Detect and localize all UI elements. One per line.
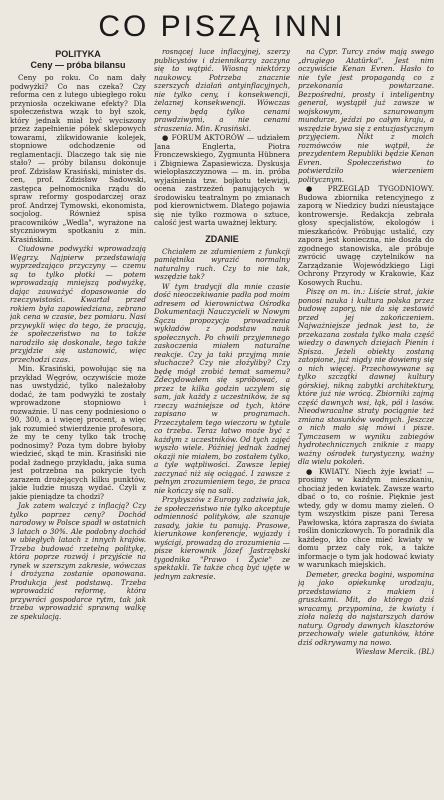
article-columns: [10, 48, 434, 800]
section-subhead: ZDANIE: [205, 233, 239, 244]
section-label: POLITYKA: [55, 49, 101, 59]
paragraph: ● KWIATY. Niech żyje kwiat! — prosimy w każdym mieszkaniu, chociaż jeden kwiatek. Zawsze warto dbać o to, co rośnie. Pięknie jest wtedy, gdy w domu mamy zieleń. O tym wszystkim pisze pani Teresa Pawłowska, która zaprasza do świata roślin doniczkowych. To poradnik dla każdego, kto chce mieć kwiaty w domu przez cały rok, a także informacje o tym jak hodować kwiaty w warunkach miejskich.: [298, 466, 434, 569]
paragraph: W tym tradycji dla mnie czasie dość nieoczekiwanie padła pod moim adresem od kierownictwa Ośrodka Dokumentacji Nauczycieli w Nowym Sączu propozycja prowadzenia wykładów z podstaw nauk społecznych. Po chwili przyjemnego zaskoczenia miałem naturalne reakcje. Czy ja taki przyjmą mnie słuchacze? Czy nie złożyliby? Czy będę mógł zrobić temat samemu? Zdecydowałem się spróbować, a przez te kilka godzin uczyłem się sam, jak każdy z uczestników, że są rzeczy ważniejsze od tych, które zapisano w programach. Przeczytałem tego wieczoru w tytule co trzeba. Teraz łatwo może być z każdym z uczestników. Od tych zajęć wyszło wiele. Później jednak żadnej okazji nie miałem, bo zostałem tylko, a tyle wątpliwości. Zawsze lepiej zaczynać niż się ociągać. I zawsze z pełnym zrozumieniem tego, że praca nie kończy się na sali.: [154, 281, 290, 495]
paragraph: Ciudowne podwyżki wprowadzają Węgrzy. Najpierw przedstawiają wyprzedzająco przyczyny — czemu są to tylko płotki — potem wprowadzają mniejszą podwyżkę, dając zauważyć dopasowanie do rzeczywistości. Kwartał przed rokiem była zapowiedziana, zebrano jak cena w czasie, bez pomiaru. Nasi przywykli więc do tego, że pracują, że społeczeństwo na to także narodziło się doskonale, tego także przyjdzie się ustanowić, więc przechodzi czas.: [10, 244, 146, 364]
page-title: CO PISZĄ INNI: [98, 10, 346, 43]
author-signature: Wiesław Mercik. (BL): [355, 647, 434, 656]
paragraph: Chciałem ze zdumieniem z funkcji pamiętnika wyrazić normalny naturalny ruch. Czy to nie tak, wszędzie tak?: [154, 246, 290, 281]
paragraph: Min. Krasiński, powołując się na przykład Węgrów, oczywiście może nas uwstydzić, tylko należałoby dodać, że tam podwyżki te zostały wprowadzone stopniowo i rozważnie. U nas ceny podniesiono o 90, 300, a i więcej procent, a więc jak rozumieć stwierdzenie profesora, że my te ceny tylko tak trochę podnosimy? Poza tym dobre byłoby wiedzieć, skąd te min. Krasiński nie podał żadnego przykładu, jaka suma jest potrzebna na pokrycie tych zarazem drożejących kilku punktów, jakie ludzie muszą wydać. Czyli z jakie pieniądze ta chodzi?: [10, 364, 146, 501]
paragraph: na Cypr. Turcy znów mają swego „drugiego Atatürka". Jest nim oczywiście Kenan Evren. Hasło to nie tyle jest propagandą co z przekonania powtarzane. Bezpośredni, prosty i inteligentny generał, wystąpił już zawsze w wojskowym, sznurowanym mundurze, jeździ po całym kraju, a wszędzie bywa się z entuzjastycznym przyjęciem. Nikt z moich rozmówców nie wątpił, że prezydentem Republiki będzie Kenan Evren. Społeczeństwo to potwierdziło wierzeniem politycznym.: [298, 48, 434, 184]
paragraph: Jak zatem walczyć z inflacją? Czy tylko poprzez ceny? Dochód narodowy w Polsce spadł w ostatnich 3 latach o 30%. Ale podobny dochód w ubiegłych latach z innych krajów. Trzeba budować rzetelną politykę, która poprze rozwój i przyjście na rynek w szerszym zakresie, wówczas i drożyzna zostanie opanowana. Produkcja jest podstawą. Trzeba wprowadzić reformę, która przywróci gospodarce rytm, tak jak trzeba wprowadzić sprawną walkę ze spekulacją.: [10, 501, 146, 621]
article-headline: Ceny — próba bilansu: [30, 60, 126, 70]
column-3: [298, 48, 434, 800]
paragraph: Przybyszów z Europy zadziwia jak, że społeczeństwo nie tylko akceptuje odmienność polityków, ale szanuje zasady, jakie tu panują. Prasowe, kierunkowe konferencje, wyjazdy i wyścigi, prowadzą do zrozumienia — pisze kierownik Józef Jastrzębski tygodnika "Prawo i Życie" ze spektakli. Te także chcą być ujęte w jednym zakresie.: [154, 495, 290, 581]
paragraph: Ceny po roku. Co nam dały podwyżki? Co nas czeka? Czy reforma cen z lutego ubiegłego roku przyniosła oczekiwane efekty? Dla społeczeństwa wząk to był szok, który jednak miał być wyciszony przez zapełnienie półek sklepowych towarami, zlikwidowanie kolejek, stopniowe odchodzenie od reglamentacji. Dlaczego tak się nie stało? — próby bilansu dokonuje prof. Zdzisław Krasiński, minister ds. cen, prof. Zdzisław Sadowski, zastępca pełnomocnika rządu do spraw reformy gospodarczej oraz prof. Andrzej Tymowski, ekonomista, socjolog. Również spisa pracowników „Wedla", wyrażone na styczniowym spotkaniu z min. Krasińskim.: [10, 73, 146, 244]
column-2: [154, 48, 290, 800]
paragraph: Demeter, grecka bogini, wspomina ją jako opiekunkę urodzaju, przedstawiano z makiem i gruszkami. Mit, do którego dziś wracamy, przypomina, że kwiaty i zioła należą do najstarszych darów natury. Ogrody dawnych klasztorów przechowały wiele gatunków, które dziś odkrywamy na nowo.: [298, 569, 434, 647]
paragraph: rosnącej luce inflacyjnej, szerzy publicystów i dziennikarzy zaczyna się to wątpić. Wiosną niektórzy naukowcy. Potrzeba znacznie szerszych działań antyinflacyjnych, nie tylko ceny, i konsekwencji, żelaznej konsekwencji. Wówczas ceny będą tylko cenami prawdziwymi, a nie cenami straszenia. Min. Krasiński.: [154, 48, 290, 133]
paragraph: Piszę on m. in.: Liście strat, jakie ponosi nauka i kultura polska przez budowę zapory, nie da się zestawić przed jej zakończeniem. Najważniejsze jednak jest to, że przekazana została tylko mała część wiedzy o dawnych dziejach Pienin i Spisza. Jeżeli obiekty zostaną zatopione, już nigdy nie dowiemy się o nich więcej. Przechowywane są tylko szczątki dawnej kultury górskiej, nikną zabytki architektury, które już nie wrócą. Zbiorniki zajmą część dawnych wsi, łąk, pól i lasów. Nieodwracalne straty pociągnie też zmiana stosunków wodnych. Jeszcze o nich mało się mówi i pisze. Tymczasem w wyniku zabiegów hydrotechnicznych zniknie z mapy ważny ośrodek turystyczny, ważny dla wielu pokoleń.: [298, 287, 434, 466]
paragraph: ● PRZEGLĄD TYGODNIOWY. Budowa zbiornika retencyjnego z zaporą w Niedzicy budzi nieustające kontrowersje. Redakcja zebrała głosy specjalistów, ekologów i mieszkańców. Próbując ustalić, czy zapora jest konieczna, nie doszła do zgodnego stanowiska, ale próbuje zwrócić uwagę czytelników na Zarządzanie Wojewódzkiego Ligi Ochrony Przyrody w Krakowie, Kaz Kosowych Ruchu.: [298, 184, 434, 287]
column-1: [10, 48, 146, 800]
paragraph: ● FORUM AKTORÓW — udziałem Jana Englerta, Piotra Fronczewskiego, Zygmunta Hübnera i Zbigniewa Zapasiewicza. Dyskusja wielopłaszczyznowa — m. in. próba wyjaśnienia tzw. bojkotu telewizji, ocena zastrzeżeń panujących w środowisku teatralnym po zmianach pod kierownictwem. Dlatego pojawia się nie tylko rozmowa o sztuce, calość jest warta uważnej lektury.: [154, 133, 290, 227]
